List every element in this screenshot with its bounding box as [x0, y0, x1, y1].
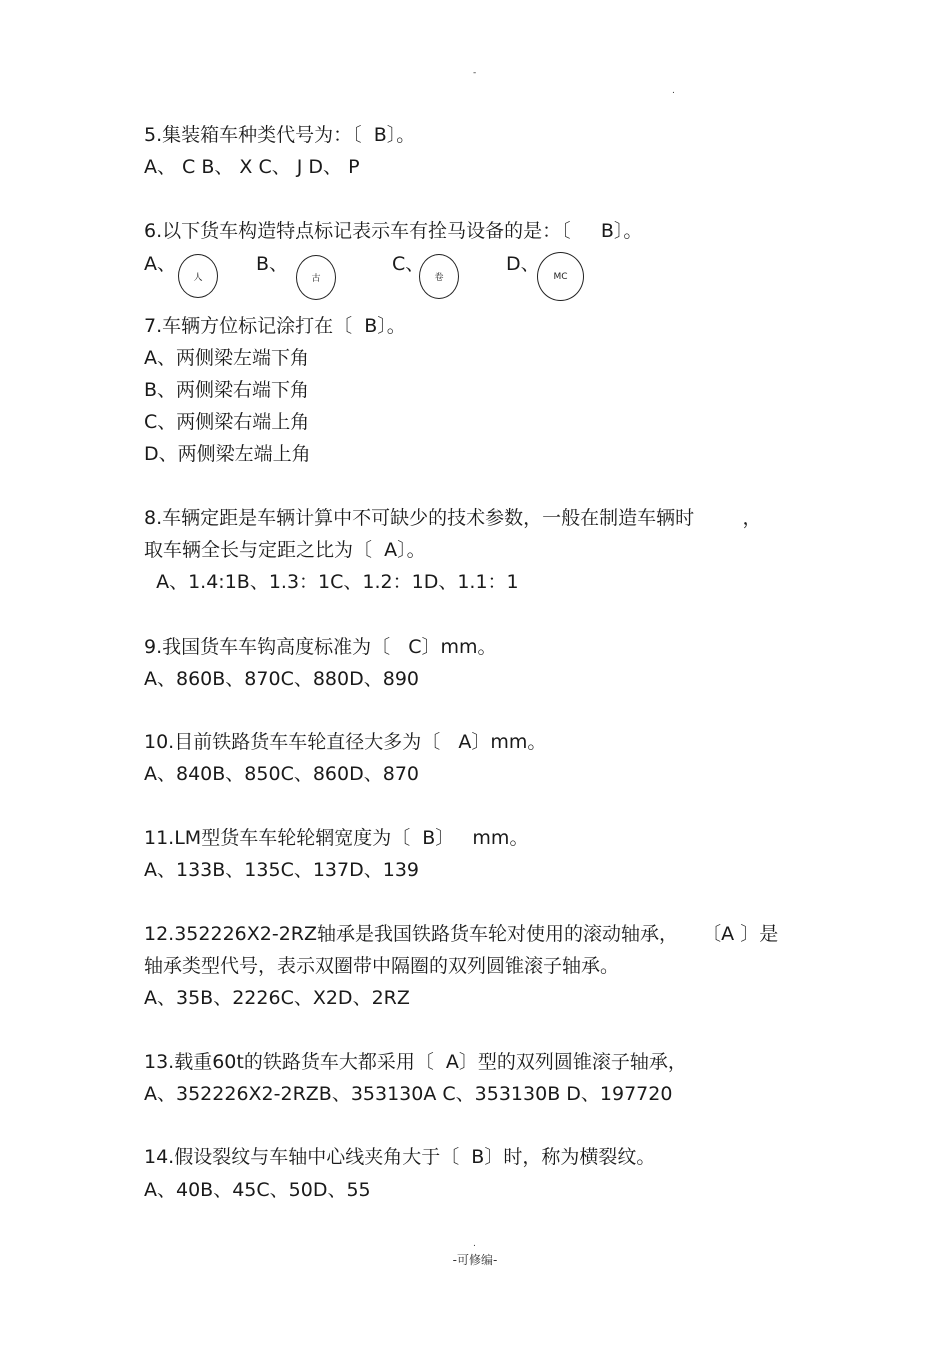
- question-13-options: A、352226X2-2RZB、353130A C、353130B D、197720: [144, 1083, 673, 1105]
- option-a-label: A、: [144, 253, 176, 275]
- question-8-line-2: 取车辆全长与定距之比为〔 A〕。: [144, 539, 426, 561]
- question-13: 13.载重60t的铁路货车大都采用〔 A〕型的双列圆锥滚子轴承，: [144, 1051, 687, 1073]
- header-mark-right: .: [672, 86, 675, 96]
- question-7-option-a: A、两侧梁左端下角: [144, 347, 309, 369]
- option-c-label: C、: [392, 253, 425, 275]
- question-6: 6.以下货车构造特点标记表示车有拴马设备的是：〔 B〕。: [144, 220, 643, 242]
- question-12-options: A、35B、2226C、X2D、2RZ: [144, 987, 410, 1009]
- question-7-option-c: C、两侧梁右端上角: [144, 411, 310, 433]
- header-mark-left: -: [473, 68, 477, 78]
- question-7-option-b: B、两侧梁右端下角: [144, 379, 310, 401]
- option-d-label: D、: [506, 253, 540, 275]
- question-11-options: A、133B、135C、137D、139: [144, 859, 419, 881]
- question-12-line-1: 12.352226X2-2RZ轴承是我国铁路货车轮对使用的滚动轴承， 〔A 〕是: [144, 923, 779, 945]
- question-7-option-d: D、两侧梁左端上角: [144, 443, 311, 465]
- horse-fixture-symbol-icon: 古: [296, 255, 336, 300]
- question-10-options: A、840B、850C、860D、870: [144, 763, 419, 785]
- roll-symbol-icon: 卷: [419, 254, 459, 299]
- person-symbol-icon: 人: [178, 254, 218, 298]
- question-11: 11.LM型货车车轮轮辋宽度为〔 B〕 mm。: [144, 827, 529, 849]
- question-8-options: A、1.4:1B、1.3：1C、1.2：1D、1.1：1: [144, 571, 519, 593]
- question-12-line-2: 轴承类型代号，表示双圈带中隔圈的双列圆锥滚子轴承。: [144, 955, 620, 977]
- question-9: 9.我国货车车钩高度标准为〔 C〕mm。: [144, 636, 497, 658]
- question-5: 5.集装箱车种类代号为：〔 B〕。: [144, 124, 416, 146]
- question-7: 7.车辆方位标记涂打在〔 B〕。: [144, 315, 406, 337]
- question-8-line-1: 8.车辆定距是车辆计算中不可缺少的技术参数，一般在制造车辆时 ，: [144, 507, 762, 529]
- question-14-options: A、40B、45C、50D、55: [144, 1179, 371, 1201]
- footer-dot: .: [473, 1239, 476, 1249]
- question-5-options: A、 C B、 X C、 J D、 P: [144, 156, 360, 178]
- page-footer: -可修编-: [452, 1253, 498, 1267]
- question-14: 14.假设裂纹与车轴中心线夹角大于〔 B〕时，称为横裂纹。: [144, 1146, 656, 1168]
- option-b-label: B、: [256, 253, 289, 275]
- mc-symbol-icon: MC: [537, 252, 584, 301]
- question-10: 10.目前铁路货车车轮直径大多为〔 A〕mm。: [144, 731, 547, 753]
- question-9-options: A、860B、870C、880D、890: [144, 668, 419, 690]
